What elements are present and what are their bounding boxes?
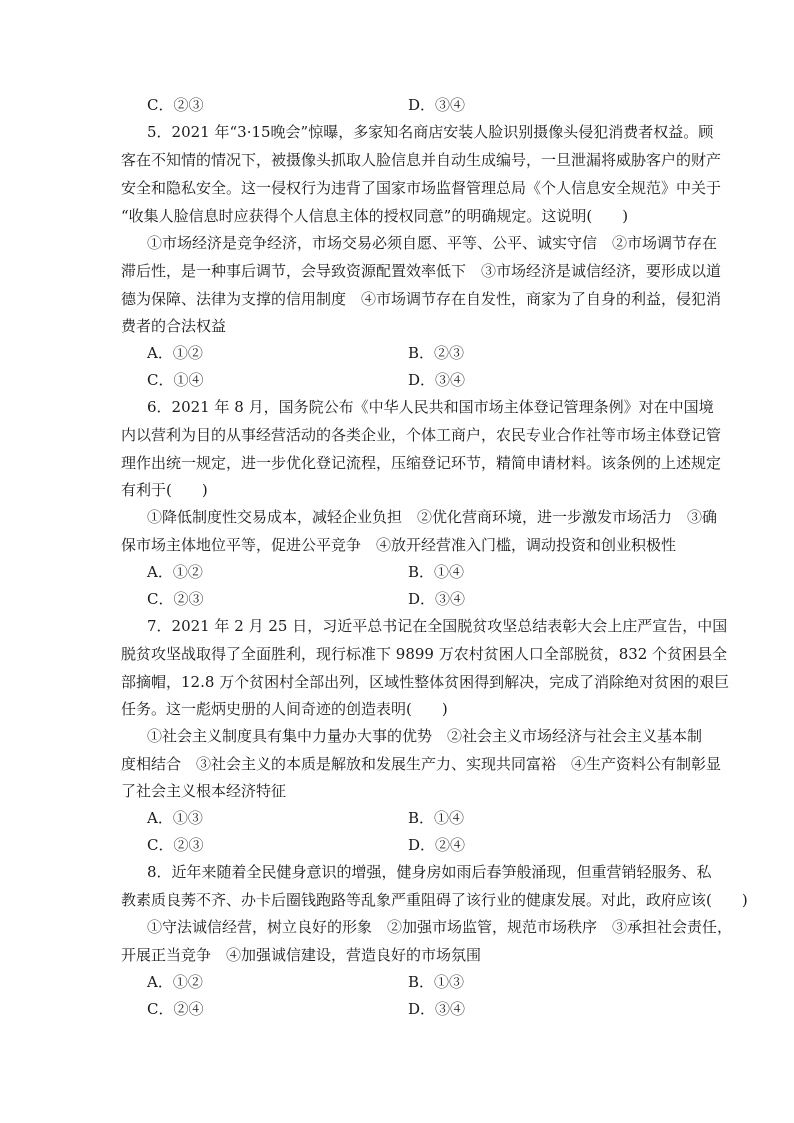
q6-option-d: D．③④ <box>408 590 466 608</box>
q8-option-b: B．①③ <box>408 973 465 991</box>
q5-stem-line: 5．2021 年“3·15晚会”惊曝，多家知名商店安装人脸识别摄像头侵犯消费者权益。顾 <box>147 123 714 141</box>
q8-item-line: 开展正当竞争 ④加强诚信建设，营造良好的市场氛围 <box>121 946 482 964</box>
q7-item-line: 度相结合 ③社会主义的本质是解放和发展生产力、实现共同富裕 ④生产资料公有制彰显 <box>121 755 722 773</box>
q5-option-b: B．②③ <box>408 344 465 362</box>
q4-option-d: D．③④ <box>408 96 466 114</box>
q7-stem-line: 任务。这一彪炳史册的人间奇迹的创造表明( ) <box>121 700 448 718</box>
q8-option-d: D．③④ <box>408 1000 466 1018</box>
q5-item-line: 德为保障、法律为支撑的信用制度 ④市场调节存在自发性，商家为了自身的利益，侵犯消 <box>121 290 722 308</box>
q7-option-c: C．②③ <box>147 836 204 854</box>
q5-stem-line: 客在不知情的情况下，被摄像头抓取人脸信息并自动生成编号，一旦泄漏将威胁客户的财产 <box>121 151 722 169</box>
q6-stem-line: 理作出统一规定，进一步优化登记流程，压缩登记环节，精简申请材料。该条例的上述规定 <box>121 454 722 472</box>
q7-option-a: A．①③ <box>147 809 203 827</box>
q4-option-c: C．②③ <box>147 96 204 114</box>
q5-item-line: 滞后性，是一种事后调节，会导致资源配置效率低下 ③市场经济是诚信经济，要形成以道 <box>121 262 722 280</box>
q6-stem-line: 6．2021 年 8 月，国务院公布《中华人民共和国市场主体登记管理条例》对在中国境 <box>147 398 714 416</box>
q6-option-c: C．②③ <box>147 590 204 608</box>
q6-item-line: 保市场主体地位平等，促进公平竞争 ④放开经营准入门槛，调动投资和创业积极性 <box>121 536 677 554</box>
q6-option-b: B．①④ <box>408 563 465 581</box>
q7-stem-line: 部摘帽，12.8 万个贫困村全部出列，区域性整体贫困得到解决，完成了消除绝对贫困的艰巨 <box>121 673 730 691</box>
q8-stem-line: 8．近年来随着全民健身意识的增强，健身房如雨后春笋般涌现，但重营销轻服务、私 <box>147 863 712 881</box>
q8-item-line: ①守法诚信经营，树立良好的形象 ②加强市场监管，规范市场秩序 ③承担社会责任， <box>147 918 733 936</box>
q7-item-line: 了社会主义根本经济特征 <box>121 782 287 800</box>
q7-stem-line: 脱贫攻坚战取得了全面胜利，现行标准下 9899 万农村贫困人口全部脱贫，832 个贫困县全 <box>121 645 728 663</box>
q8-stem-line: 教素质良莠不齐、办卡后圈钱跑路等乱象严重阻碍了该行业的健康发展。对此，政府应该( ) <box>121 891 748 909</box>
q5-option-a: A．①② <box>147 344 203 362</box>
q6-option-a: A．①② <box>147 563 203 581</box>
q5-option-c: C．①④ <box>147 371 204 389</box>
q7-stem-line: 7．2021 年 2 月 25 日，习近平总书记在全国脱贫攻坚总结表彰大会上庄严宣告，中国 <box>147 617 728 635</box>
q8-option-c: C．②④ <box>147 1000 204 1018</box>
q6-stem-line: 有利于( ) <box>121 481 208 499</box>
q5-item-line: ①市场经济是竞争经济，市场交易必须自愿、平等、公平、诚实守信 ②市场调节存在 <box>147 234 718 252</box>
q8-option-a: A．①② <box>147 973 203 991</box>
q6-item-line: ①降低制度性交易成本，减轻企业负担 ②优化营商环境，进一步激发市场活力 ③确 <box>147 508 718 526</box>
q5-stem-line: 安全和隐私安全。这一侵权行为违背了国家市场监督管理总局《个人信息安全规范》中关于 <box>121 179 722 197</box>
q5-option-d: D．③④ <box>408 371 466 389</box>
q5-item-line: 费者的合法权益 <box>121 317 227 335</box>
q7-item-line: ①社会主义制度具有集中力量办大事的优势 ②社会主义市场经济与社会主义基本制 <box>147 727 703 745</box>
q7-option-b: B．①④ <box>408 809 465 827</box>
q6-stem-line: 内以营利为目的从事经营活动的各类企业，个体工商户，农民专业合作社等市场主体登记管 <box>121 426 722 444</box>
q5-stem-line: “收集人脸信息时应获得个人信息主体的授权同意”的明确规定。这说明( ) <box>121 207 629 225</box>
q7-option-d: D．②④ <box>408 836 466 854</box>
